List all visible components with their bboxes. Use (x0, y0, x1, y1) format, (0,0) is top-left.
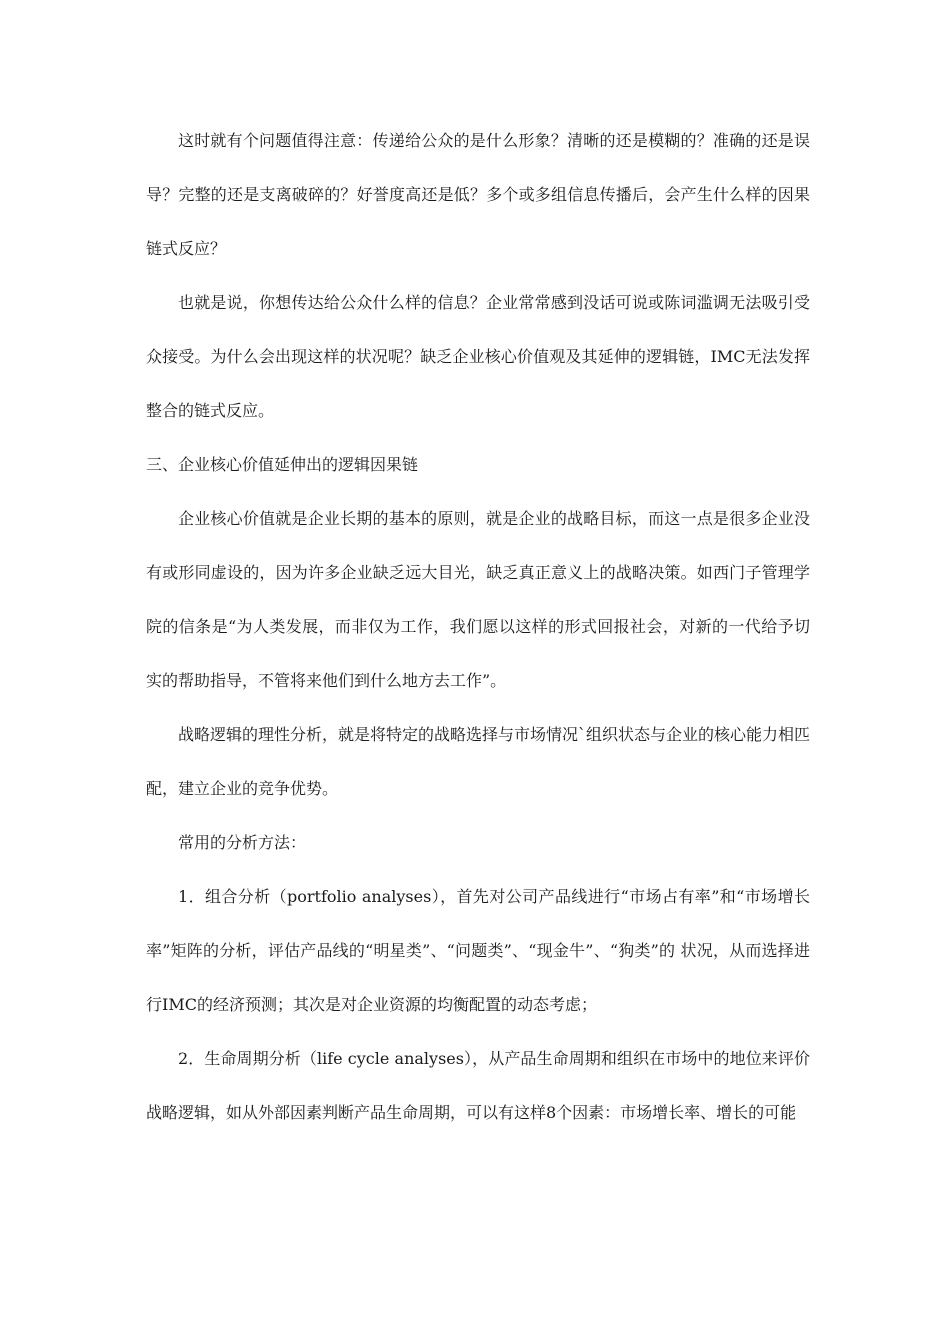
document-body (146, 114, 810, 1140)
paragraph-methods-intro: 常用的分析方法： (178, 833, 307, 852)
paragraph-message-question: 也就是说，你想传达给公众什么样的信息？企业常常感到没话可说或陈词滥调无法吸引受众接受。为什么会出现这样的状况呢？缺乏企业核心价值观及其延伸的逻辑链，IMC无法发挥整合的链式反应。 (146, 293, 810, 420)
paragraph-life-cycle-analysis: 2．生命周期分析（life cycle analyses），从产品生命周期和组织在市场中的地位来评价战略逻辑，如从外部因素判断产品生命周期，可以有这样8个因素：市场增长率、增长的可能 (146, 1049, 810, 1122)
section-heading-3: 三、企业核心价值延伸出的逻辑因果链 (146, 455, 419, 474)
paragraph-image-question: 这时就有个问题值得注意：传递给公众的是什么形象？清晰的还是模糊的？准确的还是误导？完整的还是支离破碎的？好誉度高还是低？多个或多组信息传播后，会产生什么样的因果链式反应？ (146, 131, 810, 258)
paragraph-core-value: 企业核心价值就是企业长期的基本的原则，就是企业的战略目标，而这一点是很多企业没有或形同虚设的，因为许多企业缺乏远大目光，缺乏真正意义上的战略决策。如西门子管理学院的信条是“为人类发展，而非仅为工作，我们愿以这样的形式回报社会，对新的一代给予切实的帮助指导，不管将来他们到什么地方去工作”。 (146, 509, 810, 690)
paragraph-strategy-logic: 战略逻辑的理性分析，就是将特定的战略选择与市场情况`组织状态与企业的核心能力相匹配，建立企业的竞争优势。 (146, 725, 811, 798)
paragraph-portfolio-analysis: 1．组合分析（portfolio analyses），首先对公司产品线进行“市场占有率”和“市场增长率”矩阵的分析，评估产品线的“明星类”、“问题类”、“现金牛”、“狗类”的 状况，从而选择进行IMC的经济预测；其次是对企业资源的均衡配置的动态考虑； (146, 887, 810, 1014)
